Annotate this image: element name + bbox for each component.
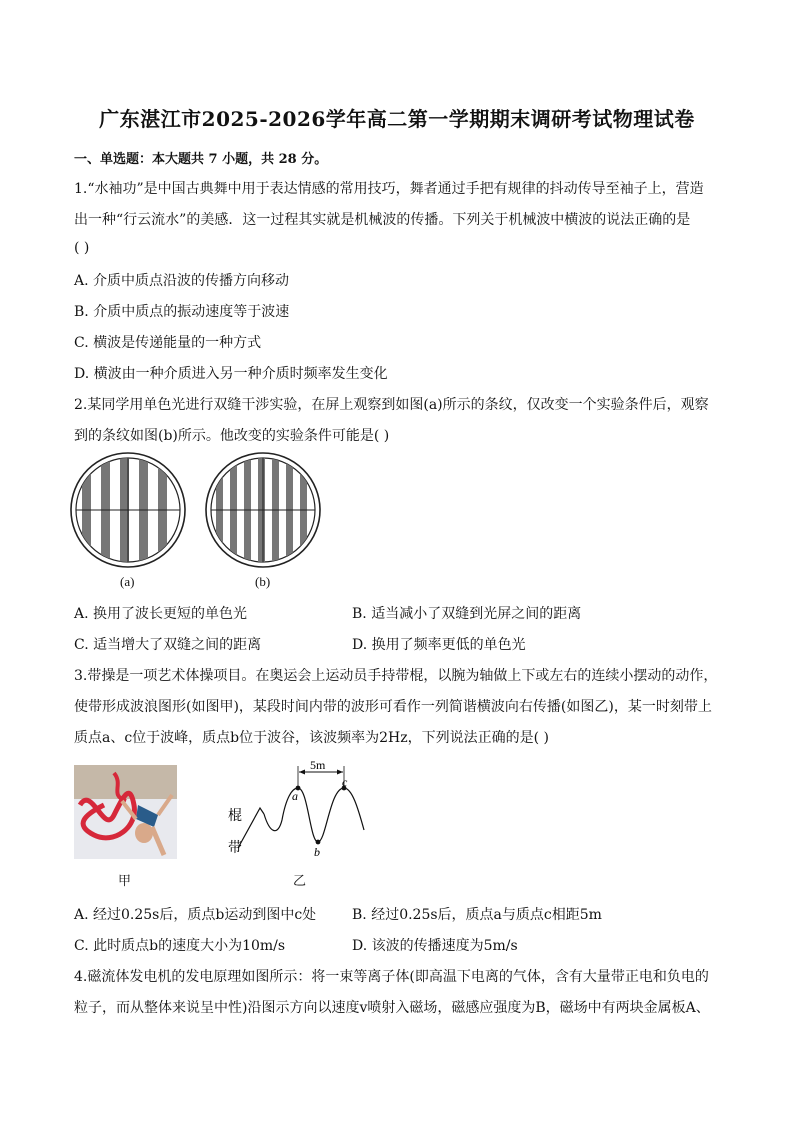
q1-stem-line1: 1.“水袖功”是中国古典舞中用于表达情感的常用技巧，舞者通过手把有规律的抖动传导至袖子上，营造 [74, 181, 704, 197]
fig-b-caption: (b) [255, 574, 271, 589]
section-heading: 一、单选题：本大题共 7 小题，共 28 分。 [74, 152, 328, 167]
q1-option-c: C. 横波是传递能量的一种方式 [74, 335, 262, 351]
q4-stem-line1: 4.磁流体发电机的发电原理如图所示：将一束等离子体(即高温下电离的气体，含有大量带正电和负电的 [74, 969, 709, 985]
fringe-figure-a [71, 450, 185, 570]
label-5m: 5m [310, 758, 326, 772]
q2-stem-line1: 2.某同学用单色光进行双缝干涉实验，在屏上观察到如图(a)所示的条纹，仅改变一个实验条件后，观察 [74, 397, 709, 413]
fig-yi-caption: 乙 [293, 873, 307, 888]
label-a: a [292, 789, 298, 803]
gymnast-photo [74, 765, 177, 859]
label-dai: 带 [228, 841, 242, 856]
q1-stem-line3: ( ) [74, 240, 90, 256]
fig-jia-caption: 甲 [118, 873, 132, 888]
fig-a-caption: (a) [120, 574, 135, 589]
q3-option-b: B. 经过0.25s后，质点a与质点c相距5m [352, 907, 602, 923]
q1-stem-line2: 出一种“行云流水”的美感．这一过程其实就是机械波的传播。下列关于机械波中横波的说法正确的是 [74, 212, 691, 228]
q3-stem-line3: 质点a、c位于波峰，质点b位于波谷，该波频率为2Hz，下列说法正确的是( ) [74, 730, 550, 746]
q2-option-b: B. 适当减小了双缝到光屏之间的距离 [352, 606, 582, 622]
ribbon-wave-diagram [222, 758, 372, 858]
fringe-figure-b [206, 450, 320, 570]
exam-title: 广东湛江市2025-2026学年高二第一学期期末调研考试物理试卷 [99, 107, 695, 131]
q1-option-d: D. 横波由一种介质进入另一种介质时频率发生变化 [74, 366, 388, 382]
label-c: c [342, 775, 348, 789]
q3-stem-line1: 3.带操是一项艺术体操项目。在奥运会上运动员手持带棍，以腕为轴做上下或左右的连续小摆动的动作， [74, 668, 718, 684]
q4-stem-line2: 粒子，而从整体来说呈中性)沿图示方向以速度v喷射入磁场，磁感应强度为B，磁场中有两块金属板A、 [74, 1000, 710, 1016]
q2-option-a: A. 换用了波长更短的单色光 [74, 606, 248, 622]
label-b: b [314, 845, 320, 858]
q3-option-a: A. 经过0.25s后，质点b运动到图中c处 [74, 907, 317, 923]
q3-option-c: C. 此时质点b的速度大小为10m/s [74, 938, 286, 954]
q2-stem-line2: 到的条纹如图(b)所示。他改变的实验条件可能是( ) [74, 428, 390, 444]
q2-option-d: D. 换用了频率更低的单色光 [352, 637, 526, 653]
q1-option-b: B. 介质中质点的振动速度等于波速 [74, 304, 290, 320]
label-gun: 棍 [228, 809, 242, 824]
q1-option-a: A. 介质中质点沿波的传播方向移动 [74, 273, 290, 289]
q3-option-d: D. 该波的传播速度为5m/s [352, 938, 518, 954]
q3-stem-line2: 使带形成波浪图形(如图甲)，某段时间内带的波形可看作一列简谐横波向右传播(如图乙)，某一时刻带上 [74, 699, 712, 715]
q2-option-c: C. 适当增大了双缝之间的距离 [74, 637, 262, 653]
fringe-figures [70, 450, 330, 580]
